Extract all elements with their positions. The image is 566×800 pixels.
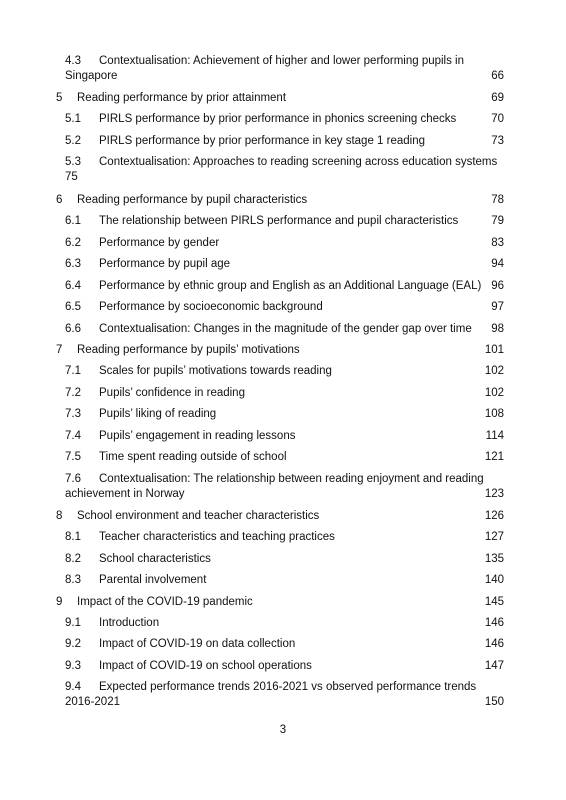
toc-entry-title: Reading performance by prior attainment (77, 92, 287, 104)
toc-entry-page-number: 83 (491, 237, 504, 249)
toc-entry-title: Contextualisation: Approaches to reading screening across education systems (99, 156, 498, 168)
toc-entry-title: Performance by socioeconomic background (99, 301, 323, 313)
toc-entry-title-continued: 75 (65, 171, 78, 183)
toc-entry-title: Pupils’ engagement in reading lessons (99, 430, 296, 442)
toc-entry-title-continued: Singapore (65, 70, 118, 82)
toc-entry-number: 9.3 (65, 660, 81, 672)
toc-entry-number: 6.4 (65, 280, 81, 292)
toc-entry-title: PIRLS performance by prior performance in phonics screening checks (99, 113, 457, 125)
toc-entry-page-number: 73 (491, 135, 504, 147)
toc-entry-page-number: 127 (484, 531, 504, 543)
toc-entry-title: Teacher characteristics and teaching practices (99, 531, 335, 543)
toc-entry-page-number: 94 (491, 258, 504, 270)
toc-entry-number: 7 (56, 344, 63, 356)
toc-entry-page-number: 108 (484, 408, 504, 420)
toc-entry-page-number: 79 (491, 215, 504, 227)
toc-entry-number: 7.1 (65, 365, 81, 377)
toc-entry-number: 9 (56, 596, 63, 608)
toc-entry-number: 5.2 (65, 135, 81, 147)
toc-entry-page-number: 150 (484, 696, 504, 708)
toc-entry-page-number: 102 (484, 387, 504, 399)
toc-entry-number: 9.4 (65, 681, 81, 693)
toc-entry-title: Impact of the COVID-19 pandemic (77, 596, 253, 608)
toc-entry-number: 7.2 (65, 387, 81, 399)
toc-entry-number: 6.3 (65, 258, 81, 270)
toc-entry-page-number: 96 (491, 280, 504, 292)
toc-entry-title: The relationship between PIRLS performance and pupil characteristics (99, 215, 459, 227)
toc-entry-page-number: 146 (484, 617, 504, 629)
toc-entry-title: Time spent reading outside of school (99, 451, 287, 463)
toc-entry-number: 8.1 (65, 531, 81, 543)
toc-entry-page-number: 123 (484, 488, 504, 500)
toc-entry-page-number: 145 (484, 596, 504, 608)
toc-entry-title-continued: 2016-2021 (65, 696, 120, 708)
toc-entry-title: PIRLS performance by prior performance in key stage 1 reading (99, 135, 425, 147)
toc-entry-title: School characteristics (99, 553, 211, 565)
toc-entry-number: 6.6 (65, 323, 81, 335)
toc-entry-title: Contextualisation: Changes in the magnitude of the gender gap over time (99, 323, 472, 335)
toc-entry-page-number: 114 (485, 430, 504, 442)
toc-entry-page-number: 102 (484, 365, 504, 377)
toc-entry-number: 6.1 (65, 215, 81, 227)
toc-entry-title: Contextualisation: The relationship between reading enjoyment and reading (99, 473, 484, 485)
toc-entry-page-number: 70 (491, 113, 504, 125)
toc-entry-page-number: 126 (484, 510, 504, 522)
toc-entry-title: Parental involvement (99, 574, 207, 586)
toc-entry-page-number: 140 (484, 574, 504, 586)
toc-entry-title: Scales for pupils’ motivations towards reading (99, 365, 332, 377)
toc-entry-page-number: 146 (484, 638, 504, 650)
toc-entry-title: Reading performance by pupil characteristics (77, 194, 308, 206)
toc-entry-page-number: 135 (484, 553, 504, 565)
toc-entry-number: 8.2 (65, 553, 81, 565)
toc-entry-title: Pupils’ confidence in reading (99, 387, 245, 399)
toc-entry-title: Contextualisation: Achievement of higher and lower performing pupils in (99, 55, 465, 67)
toc-entry-number: 7.6 (65, 473, 81, 485)
toc-entry-title: Performance by gender (99, 237, 220, 249)
toc-entry-number: 5.1 (65, 113, 81, 125)
toc-entry-number: 6.2 (65, 237, 81, 249)
toc-entry-number: 9.1 (65, 617, 81, 629)
toc-entry-title: Pupils’ liking of reading (99, 408, 217, 420)
toc-entry-number: 9.2 (65, 638, 81, 650)
toc-entry-page-number: 101 (484, 344, 504, 356)
toc-entry-title: Reading performance by pupils’ motivations (77, 344, 300, 356)
toc-entry-title: Performance by pupil age (99, 258, 231, 270)
toc-entry-page-number: 98 (491, 323, 504, 335)
toc-entry-title: Introduction (99, 617, 160, 629)
toc-entry-number: 8.3 (65, 574, 81, 586)
toc-entry-number: 8 (56, 510, 63, 522)
toc-entry-number: 6.5 (65, 301, 81, 313)
toc-entry-title: Impact of COVID-19 on data collection (99, 638, 296, 650)
page-number: 3 (279, 724, 287, 736)
toc-entry-page-number: 69 (491, 92, 504, 104)
toc-entry-title: Expected performance trends 2016-2021 vs observed performance trends (99, 681, 477, 693)
toc-entry-title: School environment and teacher characteristics (77, 510, 320, 522)
toc-entry-number: 5 (56, 92, 63, 104)
toc-entry-page-number: 121 (484, 451, 504, 463)
toc-entry-page-number: 97 (491, 301, 504, 313)
toc-entry-number: 7.4 (65, 430, 81, 442)
toc-entry-number: 7.3 (65, 408, 81, 420)
toc-entry-page-number: 66 (491, 70, 504, 82)
toc-entry-title-continued: achievement in Norway (65, 488, 185, 500)
toc-entry-title: Performance by ethnic group and English as an Additional Language (EAL) (99, 280, 482, 292)
toc-entry-number: 6 (56, 194, 63, 206)
toc-entry-page-number: 78 (491, 194, 504, 206)
toc-entry-number: 5.3 (65, 156, 81, 168)
toc-entry-number: 4.3 (65, 55, 81, 67)
toc-entry-number: 7.5 (65, 451, 81, 463)
toc-entry-title: Impact of COVID-19 on school operations (99, 660, 312, 672)
toc-entry-page-number: 147 (484, 660, 504, 672)
